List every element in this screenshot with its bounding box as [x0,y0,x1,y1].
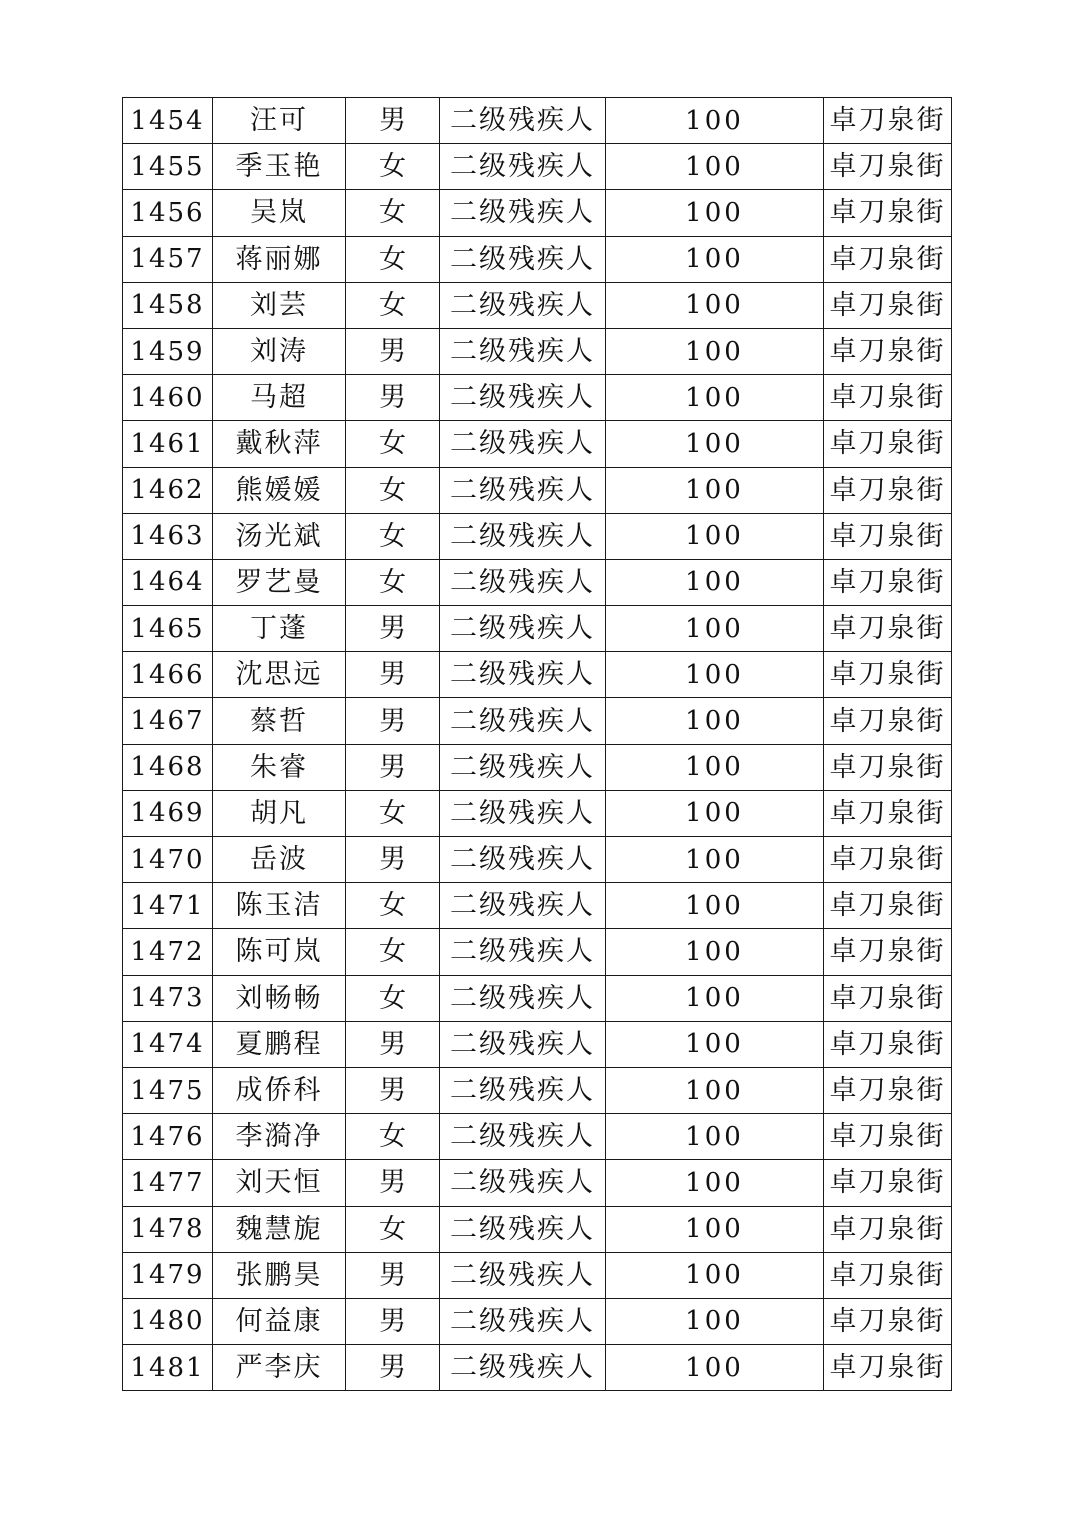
cell-amount: 100 [606,698,824,744]
table-row [123,421,952,467]
cell-amount: 100 [606,1114,824,1160]
table-row [123,144,952,190]
cell-name: 刘天恒 [213,1160,346,1206]
table-row [123,606,952,652]
cell-category: 二级残疾人 [440,1021,606,1067]
cell-amount: 100 [606,236,824,282]
cell-street: 卓刀泉街 [824,282,952,328]
cell-category: 二级残疾人 [440,1206,606,1252]
cell-amount: 100 [606,837,824,883]
cell-number: 1466 [123,652,213,698]
cell-number: 1471 [123,883,213,929]
table-row [123,467,952,513]
cell-category: 二级残疾人 [440,144,606,190]
cell-amount: 100 [606,790,824,836]
cell-category: 二级残疾人 [440,790,606,836]
cell-name: 蒋丽娜 [213,236,346,282]
cell-street: 卓刀泉街 [824,883,952,929]
cell-amount: 100 [606,1252,824,1298]
table-row [123,1252,952,1298]
cell-amount: 100 [606,606,824,652]
cell-category: 二级残疾人 [440,421,606,467]
cell-street: 卓刀泉街 [824,1252,952,1298]
cell-gender: 女 [346,929,440,975]
cell-street: 卓刀泉街 [824,98,952,144]
cell-street: 卓刀泉街 [824,790,952,836]
cell-name: 季玉艳 [213,144,346,190]
cell-category: 二级残疾人 [440,328,606,374]
cell-street: 卓刀泉街 [824,837,952,883]
cell-gender: 女 [346,790,440,836]
table-row [123,790,952,836]
cell-amount: 100 [606,652,824,698]
cell-amount: 100 [606,1345,824,1391]
cell-street: 卓刀泉街 [824,328,952,374]
cell-category: 二级残疾人 [440,975,606,1021]
cell-amount: 100 [606,975,824,1021]
cell-name: 刘畅畅 [213,975,346,1021]
cell-amount: 100 [606,1160,824,1206]
cell-gender: 女 [346,975,440,1021]
cell-name: 朱睿 [213,744,346,790]
cell-street: 卓刀泉街 [824,929,952,975]
cell-street: 卓刀泉街 [824,1345,952,1391]
cell-street: 卓刀泉街 [824,1298,952,1344]
cell-name: 何益康 [213,1298,346,1344]
cell-street: 卓刀泉街 [824,375,952,421]
cell-amount: 100 [606,1298,824,1344]
cell-amount: 100 [606,467,824,513]
cell-name: 刘涛 [213,328,346,374]
cell-gender: 女 [346,513,440,559]
cell-gender: 男 [346,698,440,744]
cell-category: 二级残疾人 [440,1114,606,1160]
cell-street: 卓刀泉街 [824,1206,952,1252]
cell-gender: 男 [346,1345,440,1391]
cell-category: 二级残疾人 [440,375,606,421]
cell-name: 夏鹏程 [213,1021,346,1067]
cell-category: 二级残疾人 [440,513,606,559]
cell-street: 卓刀泉街 [824,236,952,282]
cell-name: 吴岚 [213,190,346,236]
cell-street: 卓刀泉街 [824,144,952,190]
cell-number: 1478 [123,1206,213,1252]
cell-amount: 100 [606,513,824,559]
cell-category: 二级残疾人 [440,1160,606,1206]
cell-amount: 100 [606,328,824,374]
cell-gender: 男 [346,1252,440,1298]
cell-name: 戴秋萍 [213,421,346,467]
cell-name: 李漪净 [213,1114,346,1160]
table-row [123,929,952,975]
cell-number: 1470 [123,837,213,883]
table-row [123,1206,952,1252]
cell-name: 汪可 [213,98,346,144]
cell-name: 张鹏昊 [213,1252,346,1298]
cell-name: 罗艺曼 [213,559,346,605]
table-row [123,698,952,744]
cell-number: 1458 [123,282,213,328]
table-row [123,375,952,421]
cell-amount: 100 [606,883,824,929]
table-row [123,190,952,236]
table-row [123,236,952,282]
cell-amount: 100 [606,282,824,328]
cell-category: 二级残疾人 [440,98,606,144]
cell-gender: 女 [346,282,440,328]
cell-gender: 女 [346,190,440,236]
cell-number: 1469 [123,790,213,836]
cell-gender: 女 [346,883,440,929]
cell-category: 二级残疾人 [440,837,606,883]
cell-name: 岳波 [213,837,346,883]
cell-amount: 100 [606,1206,824,1252]
table-row [123,559,952,605]
table-row [123,513,952,559]
cell-name: 魏慧旎 [213,1206,346,1252]
cell-amount: 100 [606,375,824,421]
cell-name: 沈思远 [213,652,346,698]
table-row [123,1067,952,1113]
cell-amount: 100 [606,1021,824,1067]
cell-street: 卓刀泉街 [824,698,952,744]
cell-number: 1457 [123,236,213,282]
cell-name: 刘芸 [213,282,346,328]
cell-street: 卓刀泉街 [824,606,952,652]
cell-street: 卓刀泉街 [824,1160,952,1206]
cell-street: 卓刀泉街 [824,467,952,513]
cell-street: 卓刀泉街 [824,559,952,605]
table-row [123,1160,952,1206]
cell-street: 卓刀泉街 [824,1067,952,1113]
table-row [123,1021,952,1067]
cell-gender: 女 [346,467,440,513]
cell-category: 二级残疾人 [440,1252,606,1298]
cell-gender: 男 [346,1160,440,1206]
cell-amount: 100 [606,929,824,975]
cell-category: 二级残疾人 [440,236,606,282]
cell-number: 1481 [123,1345,213,1391]
cell-gender: 女 [346,236,440,282]
cell-category: 二级残疾人 [440,883,606,929]
cell-number: 1475 [123,1067,213,1113]
cell-street: 卓刀泉街 [824,652,952,698]
cell-gender: 女 [346,559,440,605]
table-row [123,837,952,883]
table-row [123,652,952,698]
cell-name: 成侨科 [213,1067,346,1113]
cell-number: 1463 [123,513,213,559]
cell-street: 卓刀泉街 [824,1114,952,1160]
cell-amount: 100 [606,98,824,144]
roster-table [122,97,952,1391]
cell-gender: 男 [346,1067,440,1113]
cell-name: 马超 [213,375,346,421]
cell-name: 胡凡 [213,790,346,836]
cell-number: 1454 [123,98,213,144]
cell-amount: 100 [606,421,824,467]
cell-amount: 100 [606,744,824,790]
cell-name: 丁蓬 [213,606,346,652]
cell-name: 严李庆 [213,1345,346,1391]
cell-category: 二级残疾人 [440,1345,606,1391]
cell-number: 1472 [123,929,213,975]
cell-gender: 男 [346,837,440,883]
table-row [123,883,952,929]
cell-name: 熊媛媛 [213,467,346,513]
cell-gender: 男 [346,606,440,652]
cell-gender: 女 [346,1206,440,1252]
cell-name: 汤光斌 [213,513,346,559]
cell-street: 卓刀泉街 [824,975,952,1021]
cell-category: 二级残疾人 [440,1298,606,1344]
cell-number: 1477 [123,1160,213,1206]
table-row [123,98,952,144]
cell-number: 1480 [123,1298,213,1344]
cell-category: 二级残疾人 [440,744,606,790]
cell-street: 卓刀泉街 [824,1021,952,1067]
cell-street: 卓刀泉街 [824,513,952,559]
table-row [123,744,952,790]
cell-street: 卓刀泉街 [824,421,952,467]
cell-number: 1455 [123,144,213,190]
cell-number: 1462 [123,467,213,513]
cell-category: 二级残疾人 [440,467,606,513]
cell-name: 陈可岚 [213,929,346,975]
cell-number: 1474 [123,1021,213,1067]
cell-gender: 男 [346,98,440,144]
cell-number: 1467 [123,698,213,744]
roster-table-body [123,98,952,1391]
cell-number: 1479 [123,1252,213,1298]
cell-street: 卓刀泉街 [824,744,952,790]
table-row [123,328,952,374]
cell-number: 1460 [123,375,213,421]
table-row [123,282,952,328]
cell-amount: 100 [606,1067,824,1113]
cell-amount: 100 [606,559,824,605]
table-row [123,1345,952,1391]
cell-gender: 女 [346,1114,440,1160]
cell-category: 二级残疾人 [440,1067,606,1113]
cell-gender: 女 [346,421,440,467]
table-row [123,975,952,1021]
cell-street: 卓刀泉街 [824,190,952,236]
cell-category: 二级残疾人 [440,606,606,652]
cell-category: 二级残疾人 [440,282,606,328]
cell-category: 二级残疾人 [440,652,606,698]
table-row [123,1114,952,1160]
cell-category: 二级残疾人 [440,559,606,605]
table-row [123,1298,952,1344]
cell-gender: 男 [346,328,440,374]
cell-gender: 男 [346,652,440,698]
cell-number: 1468 [123,744,213,790]
cell-gender: 男 [346,744,440,790]
cell-number: 1465 [123,606,213,652]
cell-amount: 100 [606,144,824,190]
cell-number: 1473 [123,975,213,1021]
cell-category: 二级残疾人 [440,698,606,744]
cell-name: 蔡哲 [213,698,346,744]
cell-gender: 男 [346,1298,440,1344]
cell-number: 1476 [123,1114,213,1160]
cell-number: 1461 [123,421,213,467]
cell-gender: 男 [346,375,440,421]
cell-number: 1456 [123,190,213,236]
cell-amount: 100 [606,190,824,236]
cell-gender: 男 [346,1021,440,1067]
cell-number: 1459 [123,328,213,374]
cell-gender: 女 [346,144,440,190]
cell-number: 1464 [123,559,213,605]
cell-category: 二级残疾人 [440,190,606,236]
cell-name: 陈玉洁 [213,883,346,929]
cell-category: 二级残疾人 [440,929,606,975]
